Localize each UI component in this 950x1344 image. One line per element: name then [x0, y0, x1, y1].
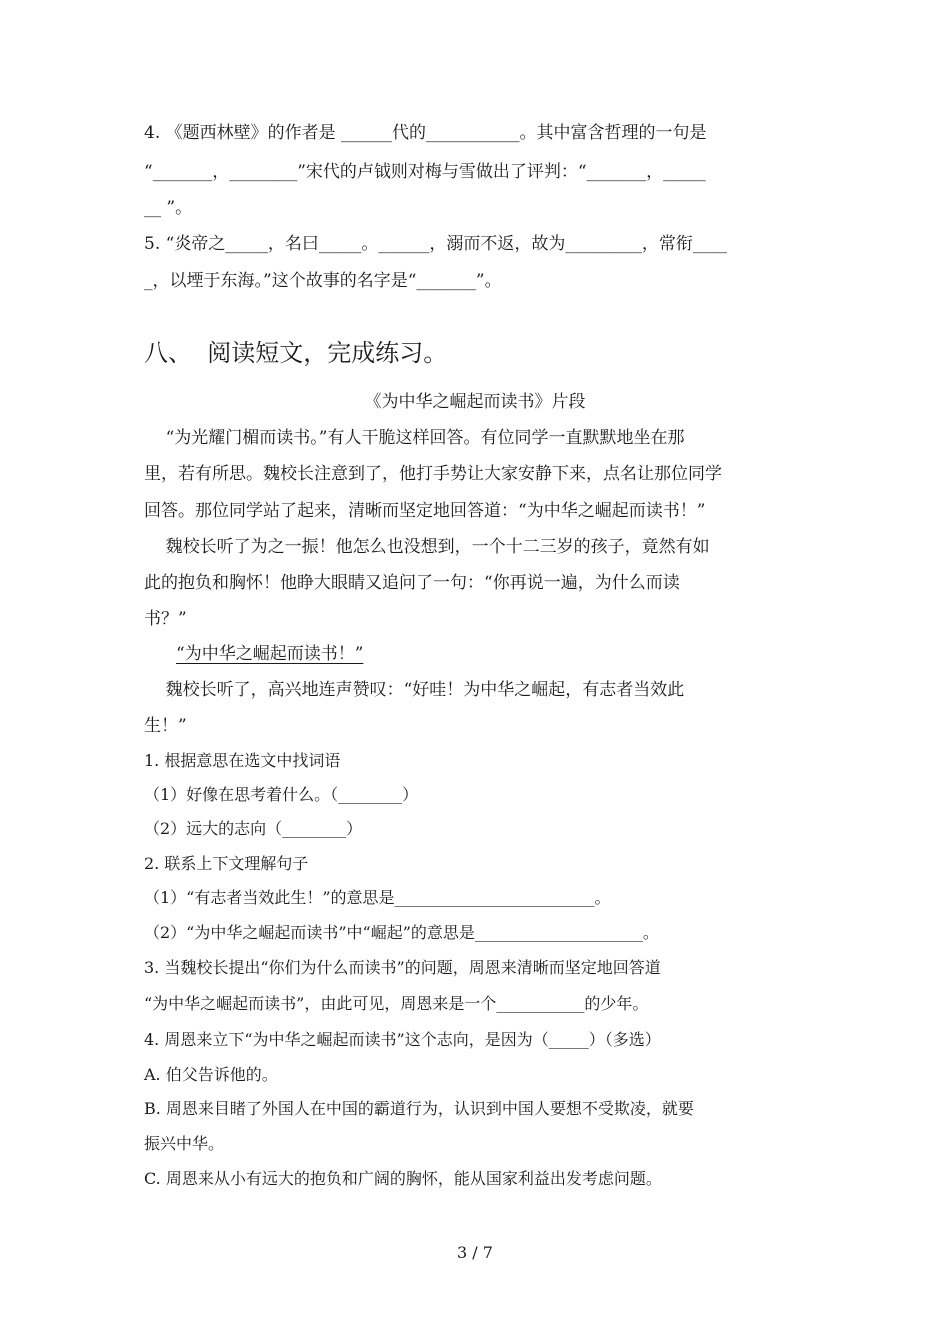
exercise-4-title: 4. 周恩来立下“为中华之崛起而读书”这个志向，是因为（_____）（多选） [144, 1030, 661, 1049]
exercise-2-title: 2. 联系上下文理解句子 [144, 854, 309, 873]
exercise-1-title: 1. 根据意思在选文中找词语 [144, 751, 341, 770]
question-5-line-2: _，以堙于东海。”这个故事的名字是“_______”。 [144, 271, 502, 291]
section-heading: 八、 阅读短文，完成练习。 [144, 339, 448, 367]
question-5-line-1: 5. “炎帝之_____，名曰_____。______，溺而不返，故为_________，常衔____ [144, 234, 727, 254]
passage-line: 魏校长听了为之一振！他怎么也没想到，一个十二三岁的孩子，竟然有如 [144, 537, 710, 557]
exercise-2-2: （2）“为中华之崛起而读书”中“崛起”的意思是_____________________。 [144, 923, 659, 942]
question-4-line-3: __ ”。 [144, 198, 193, 218]
exercise-1-1: （1）好像在思考着什么。（________） [144, 785, 419, 804]
passage-line: 魏校长听了，高兴地连声赞叹：“好哇！为中华之崛起，有志者当效此 [144, 680, 685, 700]
exercise-2-1: （1）“有志者当效此生！”的意思是_________________________。 [144, 888, 611, 907]
option-a: A. 伯父告诉他的。 [144, 1065, 278, 1084]
page-number: 3 / 7 [457, 1243, 493, 1262]
passage-line: 里，若有所思。魏校长注意到了，他打手势让大家安静下来，点名让那位同学 [144, 464, 722, 484]
passage-line: 此的抱负和胸怀！他睁大眼睛又追问了一句：“你再说一遍，为什么而读 [144, 573, 680, 593]
option-c: C. 周恩来从小有远大的抱负和广阔的胸怀，能从国家利益出发考虑问题。 [144, 1169, 662, 1188]
passage-line: “为光耀门楣而读书。”有人干脆这样回答。有位同学一直默默地坐在那 [144, 428, 685, 448]
question-4-line-2: “_______，________”宋代的卢钺则对梅与雪做出了评判：“_______，_____ [144, 162, 706, 182]
exercise-3-line-1: 3. 当魏校长提出“你们为什么而读书”的问题，周恩来清晰而坚定地回答道 [144, 958, 661, 977]
passage-title: 《为中华之崛起而读书》片段 [364, 392, 586, 412]
option-b-line-1: B. 周恩来目睹了外国人在中国的霸道行为，认识到中国人要想不受欺凌，就要 [144, 1099, 694, 1118]
underlined-sentence: “为中华之崛起而读书！” [176, 644, 364, 664]
passage-line: 书？” [144, 609, 187, 629]
exercise-3-line-2: “为中华之崛起而读书”，由此可见，周恩来是一个___________的少年。 [144, 994, 649, 1013]
exercise-1-2: （2）远大的志向（________） [144, 819, 363, 838]
option-b-line-2: 振兴中华。 [144, 1134, 225, 1153]
passage-line: 生！” [144, 716, 187, 736]
question-4-line-1: 4. 《题西林壁》的作者是 ______代的___________。其中富含哲理的一句是 [144, 123, 707, 143]
passage-line: 回答。那位同学站了起来，清晰而坚定地回答道：“为中华之崛起而读书！” [144, 501, 706, 521]
